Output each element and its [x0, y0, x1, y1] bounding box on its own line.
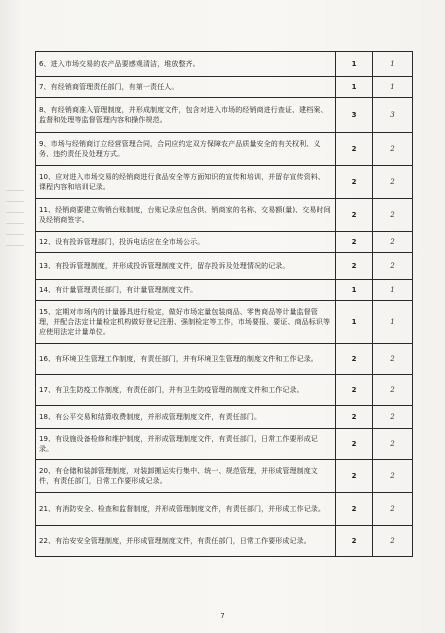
table-row: [36, 98, 413, 133]
standard-score: 2: [336, 375, 373, 406]
table-row: [36, 375, 413, 406]
handwritten-score: 2: [373, 232, 413, 253]
table-row: [36, 133, 413, 166]
criteria-text: 9、市场与经销商订立经营管理合同，合同应约定双方保障农产品质量安全的有关权利、义务、违约责任及处理方式。: [36, 133, 336, 166]
handwritten-score: 1: [373, 301, 413, 344]
standard-score: 2: [336, 344, 373, 375]
criteria-text: 22、有治安安全管理制度，并形成管理制度文件，有责任部门，日常工作要形成记录。: [36, 526, 336, 557]
criteria-text: 11、经销商要建立购销台账制度，台账记录应包含供、销商家的名称、交易额(量)、交易时间及经销商签字。: [36, 199, 336, 232]
criteria-text: 12、设有投诉管理部门，投诉电话应在全市场公示。: [36, 232, 336, 253]
standard-score: 2: [336, 166, 373, 199]
table-row: [36, 460, 413, 493]
standard-score: 1: [336, 301, 373, 344]
criteria-text: 14、有计量管理责任部门，有计量管理制度文件。: [36, 280, 336, 301]
criteria-text: 10、应对进入市场交易的经销商进行食品安全等方面知识的宣传和培训，并留存宣传资料、课程内容和培训记录。: [36, 166, 336, 199]
standard-score: 2: [336, 460, 373, 493]
standard-score: 2: [336, 493, 373, 526]
handwritten-score: 2: [373, 375, 413, 406]
standard-score: 2: [336, 429, 373, 460]
standard-score: 2: [336, 199, 373, 232]
handwritten-score: 3: [373, 98, 413, 133]
criteria-text: 21、有消防安全、检查和监督制度，并形成管理制度文件，有责任部门，并形成工作记录。: [36, 493, 336, 526]
table-row: [36, 429, 413, 460]
handwritten-score: 2: [373, 344, 413, 375]
table-row: [36, 406, 413, 429]
standard-score: 2: [336, 232, 373, 253]
table-row: [36, 166, 413, 199]
standard-score: 2: [336, 253, 373, 280]
table-row: [36, 199, 413, 232]
handwritten-score: 2: [373, 493, 413, 526]
binding-edge: [6, 180, 24, 320]
handwritten-score: 1: [373, 280, 413, 301]
criteria-text: 16、有环境卫生管理工作制度，有责任部门，并有环境卫生管理的制度文件和工作记录。: [36, 344, 336, 375]
table-row: [36, 526, 413, 557]
handwritten-score: 1: [373, 77, 413, 98]
criteria-text: 18、有公平交易和结算收费制度，并形成管理制度文件，有责任部门。: [36, 406, 336, 429]
page-number: 7: [220, 612, 225, 620]
criteria-text: 20、有仓储和装卸管理制度，对装卸搬运实行集中、统一、规范管理，并形成管理制度文件，有责任部门，日常工作要形成记录。: [36, 460, 336, 493]
standard-score: 2: [336, 133, 373, 166]
criteria-text: 7、有经销商管理责任部门，有第一责任人。: [36, 77, 336, 98]
handwritten-score: 2: [373, 460, 413, 493]
scoring-table: [35, 51, 413, 557]
table-row: [36, 253, 413, 280]
handwritten-score: 2: [373, 253, 413, 280]
criteria-text: 6、进入市场交易的农产品要感观清洁，堆放整齐。: [36, 52, 336, 77]
handwritten-score: 2: [373, 429, 413, 460]
table-row: [36, 280, 413, 301]
handwritten-score: 2: [373, 166, 413, 199]
table-row: [36, 301, 413, 344]
standard-score: 2: [336, 406, 373, 429]
handwritten-score: 2: [373, 406, 413, 429]
criteria-text: 19、有设施设备检修和维护制度，并形成管理制度文件，有责任部门，日常工作要形成记录。: [36, 429, 336, 460]
standard-score: 1: [336, 52, 373, 77]
criteria-text: 17、有卫生防疫工作制度，有责任部门，并有卫生防疫管理的制度文件和工作记录。: [36, 375, 336, 406]
criteria-text: 8、有经销商准入管理制度，并形成制度文件，包含对进入市场的经销商进行查证、建档案、监督和处理等监督管理内容和操作规范。: [36, 98, 336, 133]
standard-score: 2: [336, 526, 373, 557]
criteria-text: 13、有投诉管理制度，并形成投诉管理制度文件，留存投诉及处理情况的记录。: [36, 253, 336, 280]
table-row: [36, 232, 413, 253]
table-row: [36, 77, 413, 98]
handwritten-score: 1: [373, 52, 413, 77]
standard-score: 1: [336, 280, 373, 301]
standard-score: 1: [336, 77, 373, 98]
handwritten-score: 2: [373, 133, 413, 166]
table-row: [36, 52, 413, 77]
table-row: [36, 344, 413, 375]
standard-score: 3: [336, 98, 373, 133]
table-row: [36, 493, 413, 526]
criteria-text: 15、定期对市场内的计量器具进行检定，做好市场定量包装商品、零售商品等计量监督管理，并配合法定计量检定机构做好登记注册、强制检定等工作，市场要报、要证、商品标识等应使用法定计量单位。: [36, 301, 336, 344]
handwritten-score: 2: [373, 526, 413, 557]
handwritten-score: 2: [373, 199, 413, 232]
